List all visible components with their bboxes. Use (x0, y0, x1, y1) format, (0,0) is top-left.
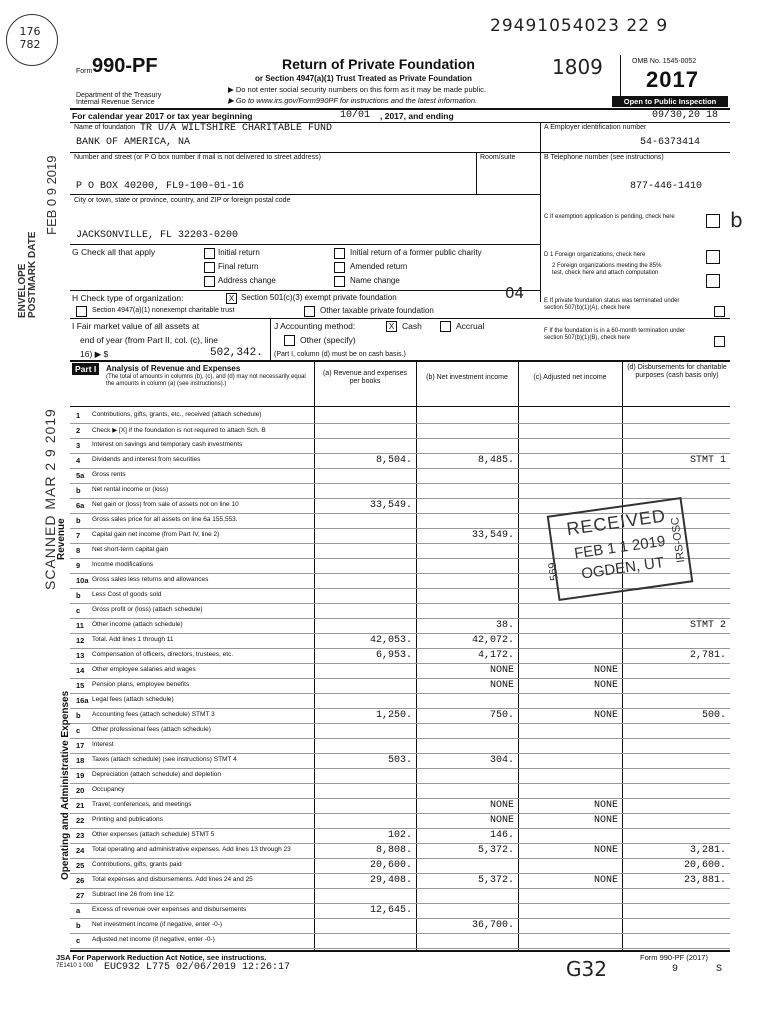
col-c-value: NONE (593, 710, 618, 721)
row-number: 25 (76, 861, 85, 870)
status-terminated-checkbox[interactable] (714, 306, 725, 317)
row-label: Subtract line 26 from line 12: (92, 891, 175, 898)
row-label: Total expenses and disbursements. Add lines 24 and 25 (92, 876, 253, 883)
501c3-checkbox[interactable]: X (226, 293, 237, 304)
final-return-label: Final return (218, 262, 259, 271)
row-label: Adjusted net income (if negative, enter -0-) (92, 936, 215, 943)
table-row (70, 708, 730, 724)
expense-side-label: Operating and Administrative Expenses (60, 690, 71, 880)
row-label: Printing and publications (92, 816, 163, 823)
org-type-label: H Check type of organization: (72, 293, 184, 303)
handwritten-04: 04 (505, 284, 525, 302)
row-number: 15 (76, 681, 85, 690)
phone-label: B Telephone number (see instructions) (544, 154, 664, 161)
row-number: 20 (76, 786, 85, 795)
table-row (70, 873, 730, 889)
row-number: 22 (76, 816, 85, 825)
col-a-value: 29,408. (369, 875, 412, 886)
row-label: Taxes (attach schedule) (see instructions) STMT 4 (92, 756, 237, 763)
col-a-value: 6,953. (375, 650, 412, 661)
row-label: Total. Add lines 1 through 11 (92, 636, 174, 643)
jsa-code: 7E1410 1 000 (56, 963, 94, 969)
col-d-value: 500. (701, 710, 726, 721)
row-label: Check ▶ [X] if the foundation is not required to attach Sch. B (92, 427, 266, 434)
row-number: 4 (76, 456, 81, 465)
col-b-value: NONE (489, 800, 514, 811)
table-row (70, 858, 730, 874)
col-b-value: 42,072. (471, 635, 514, 646)
address-change-label: Address change (218, 276, 276, 285)
row-number: c (76, 606, 81, 615)
other-method-label: Other (specify) (300, 335, 356, 345)
row-label: Occupancy (92, 786, 125, 793)
batch-stamp: EUC932 L775 02/06/2019 12:26:17 (104, 962, 291, 973)
col-b-value: 36,700. (471, 920, 514, 931)
final-return-checkbox[interactable] (204, 262, 215, 273)
col-c-value: NONE (593, 665, 618, 676)
accrual-checkbox[interactable] (440, 321, 451, 332)
circled-note (6, 14, 58, 66)
col-a-value: 102. (387, 830, 412, 841)
row-label: Income modifications (92, 561, 154, 568)
amended-return-checkbox[interactable] (334, 262, 345, 273)
row-number: 11 (76, 621, 84, 630)
row-label: Net rental income or (loss) (92, 486, 169, 493)
table-row (70, 453, 730, 469)
calendar-label: For calendar year 2017 or tax year beginning (72, 111, 253, 121)
row-label: Travel, conferences, and meetings (92, 801, 192, 808)
col-d-value: 20,600. (683, 860, 726, 871)
form-reference: Form 990-PF (2017) (640, 953, 708, 962)
col-b-value: NONE (489, 815, 514, 826)
row-number: 26 (76, 876, 85, 885)
form-notice-2: ▶ Go to www.irs.gov/Form990PF for instructions and the latest information. (228, 96, 478, 105)
col-a-value: 33,549. (369, 500, 412, 511)
foreign-org-label: D 1 Foreign organizations, check here (544, 252, 646, 258)
row-number: 16a (76, 696, 89, 705)
sixty-month-label: F If the foundation is in a 60-month termination under section 507(b)(1)(B), check here (544, 328, 686, 341)
received-irs-osc: IRS-OSC (669, 516, 688, 564)
col-a-value: 503. (387, 755, 412, 766)
col-c-value: NONE (593, 845, 618, 856)
foreign-org-checkbox[interactable] (706, 250, 720, 264)
page-suffix: S (716, 964, 723, 975)
row-number: 8 (76, 546, 81, 555)
row-label: Compensation of officers, directors, trustees, etc. (92, 651, 234, 658)
col-b-value: NONE (489, 665, 514, 676)
row-number: 21 (76, 801, 85, 810)
room-label: Room/suite (480, 154, 516, 161)
circled-note-text: 176 782 (19, 25, 41, 51)
row-label: Net investment income (if negative, enter -0-) (92, 921, 223, 928)
table-row (70, 618, 730, 634)
col-a-value: 20,600. (369, 860, 412, 871)
paperwork-notice: JSA For Paperwork Reduction Act Notice, see instructions. (56, 953, 267, 962)
row-label: Net gain or (loss) from sale of assets not on line 10 (92, 501, 239, 508)
envelope-stamp: ENVELOPE POSTMARK DATE (17, 231, 38, 318)
row-number: b (76, 591, 81, 600)
table-row (70, 603, 730, 619)
table-row (70, 738, 730, 754)
foreign-85-checkbox[interactable] (706, 274, 720, 288)
row-number: c (76, 936, 81, 945)
row-label: Gross rents (92, 471, 126, 478)
row-number: 9 (76, 561, 81, 570)
501c3-label: Section 501(c)(3) exempt private foundation (241, 293, 397, 302)
row-number: 18 (76, 756, 85, 765)
received-word: RECEIVED (565, 505, 668, 540)
table-row (70, 648, 730, 664)
fmv-label-1: I Fair market value of all assets at (72, 321, 200, 331)
received-date: FEB 1 1 2019 (573, 532, 667, 563)
col-c-value: NONE (593, 875, 618, 886)
table-row (70, 828, 730, 844)
4947-label: Section 4947(a)(1) nonexempt charitable trust (92, 307, 235, 314)
table-row (70, 933, 730, 949)
foundation-name-1: TR U/A WILTSHIRE CHARITABLE FUND (140, 123, 333, 134)
row-number: 13 (76, 651, 85, 660)
col-b-value: NONE (489, 680, 514, 691)
fmv-label-3: 16) ▶ $ (80, 349, 109, 359)
other-taxable-label: Other taxable private foundation (320, 306, 434, 315)
table-row (70, 753, 730, 769)
col-d-value: 3,281. (689, 845, 726, 856)
fmv-label-2: end of year (from Part II, col. (c), line (80, 335, 218, 345)
tax-year: 2017 (646, 67, 699, 92)
part1-title: Analysis of Revenue and Expenses (106, 364, 241, 373)
table-row (70, 483, 730, 499)
name-label: Name of foundation (74, 124, 136, 131)
city-value: JACKSONVILLE, FL 32203-0200 (76, 230, 239, 241)
accounting-method-label: J Accounting method: (274, 321, 356, 331)
initial-former-public-label: Initial return of a former public charity (350, 248, 482, 257)
row-number: 23 (76, 831, 85, 840)
row-label: Legal fees (attach schedule) (92, 696, 174, 703)
col-b-value: 5,372. (477, 875, 514, 886)
col-c-value: NONE (593, 815, 618, 826)
tax-year-end: 09/30,20 18 (652, 110, 719, 121)
initial-former-public-checkbox[interactable] (334, 248, 345, 259)
part1-tag: Part I (72, 363, 99, 375)
row-number: 12 (76, 636, 85, 645)
col-a-value: 8,504. (375, 455, 412, 466)
received-code: 569 (546, 561, 561, 582)
row-label: Depreciation (attach schedule) and depletion (92, 771, 222, 778)
cash-checkbox[interactable]: X (386, 321, 397, 332)
address-change-checkbox[interactable] (204, 276, 215, 287)
check-all-label: G Check all that apply (72, 247, 156, 257)
row-label: Net short-term capital gain (92, 546, 169, 553)
col-b-value: 4,172. (477, 650, 514, 661)
row-number: 24 (76, 846, 85, 855)
row-label: Total operating and administrative expenses. Add lines 13 through 23 (92, 846, 291, 853)
other-taxable-checkbox[interactable] (304, 306, 315, 317)
col-d-value: STMT 2 (689, 620, 726, 631)
exemption-pending-label: C If exemption application is pending, check here (544, 214, 675, 220)
col-d-header: (d) Disbursements for charitable purposes (cash basis only) (627, 364, 727, 379)
row-label: Capital gain net income (from Part IV, line 2) (92, 531, 220, 538)
col-b-value: 750. (489, 710, 514, 721)
city-label: City or town, state or province, country, and ZIP or foreign postal code (74, 197, 291, 204)
table-row (70, 723, 730, 739)
ein-value: 54-6373414 (640, 137, 701, 148)
name-change-checkbox[interactable] (334, 276, 345, 287)
tax-year-begin: 10/01 (340, 110, 371, 121)
table-row (70, 423, 730, 439)
initial-return-checkbox[interactable] (204, 248, 215, 259)
row-label: Contributions, gifts, grants, etc., received (attach schedule) (92, 411, 262, 418)
revenue-side-label: Revenue (56, 518, 67, 560)
phone-value: 877-446-1410 (630, 181, 703, 192)
table-row (70, 813, 730, 829)
row-label: Pension plans, employee benefits (92, 681, 190, 688)
initial-return-label: Initial return (218, 248, 260, 257)
cash-label: Cash (402, 321, 422, 331)
amended-return-label: Amended return (350, 262, 408, 271)
col-d-value: 23,881. (683, 875, 726, 886)
row-number: 2 (76, 426, 81, 435)
row-number: 17 (76, 741, 85, 750)
document-id: 29491054023 22 9 (490, 16, 669, 36)
table-row (70, 468, 730, 484)
row-label: Contributions, gifts, grants paid (92, 861, 182, 868)
table-row (70, 798, 730, 814)
row-label: Accounting fees (attach schedule) STMT 3 (92, 711, 215, 718)
row-label: Less Cost of goods sold (92, 591, 162, 598)
dept-line-2: Internal Revenue Service (76, 99, 155, 106)
col-c-value: NONE (593, 680, 618, 691)
table-row (70, 693, 730, 709)
row-number: 1 (76, 411, 81, 420)
omb-number: OMB No. 1545-0052 (632, 58, 697, 65)
col-b-header: (b) Net investment income (426, 374, 508, 381)
table-row (70, 843, 730, 859)
part1-subtitle: (The total of amounts in columns (b), (c), and (d) may not necessarily equal the amounts in column (a) (see instructions).) (106, 374, 306, 387)
cash-basis-note: (Part I, column (d) must be on cash basis.) (274, 351, 406, 358)
handwritten-b: b (730, 208, 743, 232)
col-b-value: 304. (489, 755, 514, 766)
accrual-label: Accrual (456, 321, 485, 331)
fmv-value: 502,342. (210, 347, 263, 359)
row-label: Other professional fees (attach schedule) (92, 726, 211, 733)
row-label: Gross profit or (loss) (attach schedule) (92, 606, 203, 613)
table-row (70, 408, 730, 424)
col-a-value: 42,053. (369, 635, 412, 646)
street-label: Number and street (or P O box number if mail is not delivered to street address) (74, 154, 321, 161)
row-label: Other expenses (attach schedule) STMT 5 (92, 831, 215, 838)
public-inspection-banner: Open to Public Inspection (612, 96, 728, 107)
col-b-value: 38. (495, 620, 514, 631)
form-title: Return of Private Foundation (282, 56, 475, 72)
col-a-value: 1,250. (375, 710, 412, 721)
row-label: Excess of revenue over expenses and disbursements (92, 906, 247, 913)
col-b-value: 5,372. (477, 845, 514, 856)
envelope-date: FEB 0 9 2019 (44, 155, 59, 235)
page-number: 9 (672, 964, 679, 975)
row-number: 5a (76, 471, 85, 480)
exemption-pending-checkbox[interactable] (706, 214, 720, 228)
row-number: b (76, 516, 81, 525)
col-a-value: 8,808. (375, 845, 412, 856)
row-number: 6a (76, 501, 85, 510)
col-b-value: 146. (489, 830, 514, 841)
col-c-value: NONE (593, 800, 618, 811)
row-number: a (76, 906, 81, 915)
col-a-header: (a) Revenue and expenses per books (322, 370, 408, 385)
table-row (70, 438, 730, 454)
table-row (70, 783, 730, 799)
col-d-value: 2,781. (689, 650, 726, 661)
col-a-value: 12,645. (369, 905, 412, 916)
form-word: Form (76, 68, 93, 75)
row-number: 3 (76, 441, 81, 450)
col-d-value: STMT 1 (689, 455, 726, 466)
row-number: 10a (76, 576, 89, 585)
scanned-stamp: SCANNED MAR 2 9 2019 (42, 408, 58, 590)
row-label: Other employee salaries and wages (92, 666, 196, 673)
4947-checkbox[interactable] (76, 306, 87, 317)
row-number: 27 (76, 891, 85, 900)
dept-line-1: Department of the Treasury (76, 92, 162, 99)
table-row (70, 768, 730, 784)
row-number: 14 (76, 666, 85, 675)
row-number: b (76, 921, 81, 930)
name-change-label: Name change (350, 276, 400, 285)
col-b-value: 33,549. (471, 530, 514, 541)
ein-label: A Employer identification number (544, 124, 647, 131)
received-ogden: OGDEN, UT (580, 554, 666, 583)
table-row (70, 918, 730, 934)
row-label: Gross sales price for all assets on line 6a 155,553. (92, 516, 238, 523)
row-number: 19 (76, 771, 85, 780)
row-number: b (76, 711, 81, 720)
handwritten-1809: 1809 (552, 55, 603, 79)
table-row (70, 903, 730, 919)
street-value: P O BOX 40200, FL9-100-01-16 (76, 181, 245, 192)
status-terminated-label: E If private foundation status was terminated under section 507(b)(1)(A), check here (544, 298, 680, 311)
row-label: Gross sales less returns and allowances (92, 576, 209, 583)
form-number: 990-PF (92, 55, 158, 77)
form-notice-1: ▶ Do not enter social security numbers on this form as it may be made public. (228, 85, 486, 94)
foundation-name-2: BANK OF AMERICA, NA (76, 137, 191, 148)
table-row (70, 633, 730, 649)
row-number: b (76, 486, 81, 495)
table-row (70, 678, 730, 694)
col-b-value: 8,485. (477, 455, 514, 466)
col-c-header: (c) Adjusted net income (533, 374, 607, 381)
foreign-85-label: 2 Foreign organizations meeting the 85% test, check here and attach computation (552, 263, 662, 276)
sixty-month-checkbox[interactable] (714, 336, 725, 347)
other-method-checkbox[interactable] (284, 335, 295, 346)
table-row (70, 888, 730, 904)
form-subtitle: or Section 4947(a)(1) Trust Treated as Private Foundation (255, 74, 472, 83)
row-label: Interest (92, 741, 114, 748)
row-number: c (76, 726, 81, 735)
row-number: 7 (76, 531, 81, 540)
table-row (70, 663, 730, 679)
row-label: Other income (attach schedule) (92, 621, 183, 628)
row-label: Interest on savings and temporary cash investments (92, 441, 243, 448)
handwritten-g32: G32 (566, 957, 607, 981)
calendar-mid: , 2017, and ending (380, 111, 454, 121)
row-label: Dividends and interest from securities (92, 456, 201, 463)
